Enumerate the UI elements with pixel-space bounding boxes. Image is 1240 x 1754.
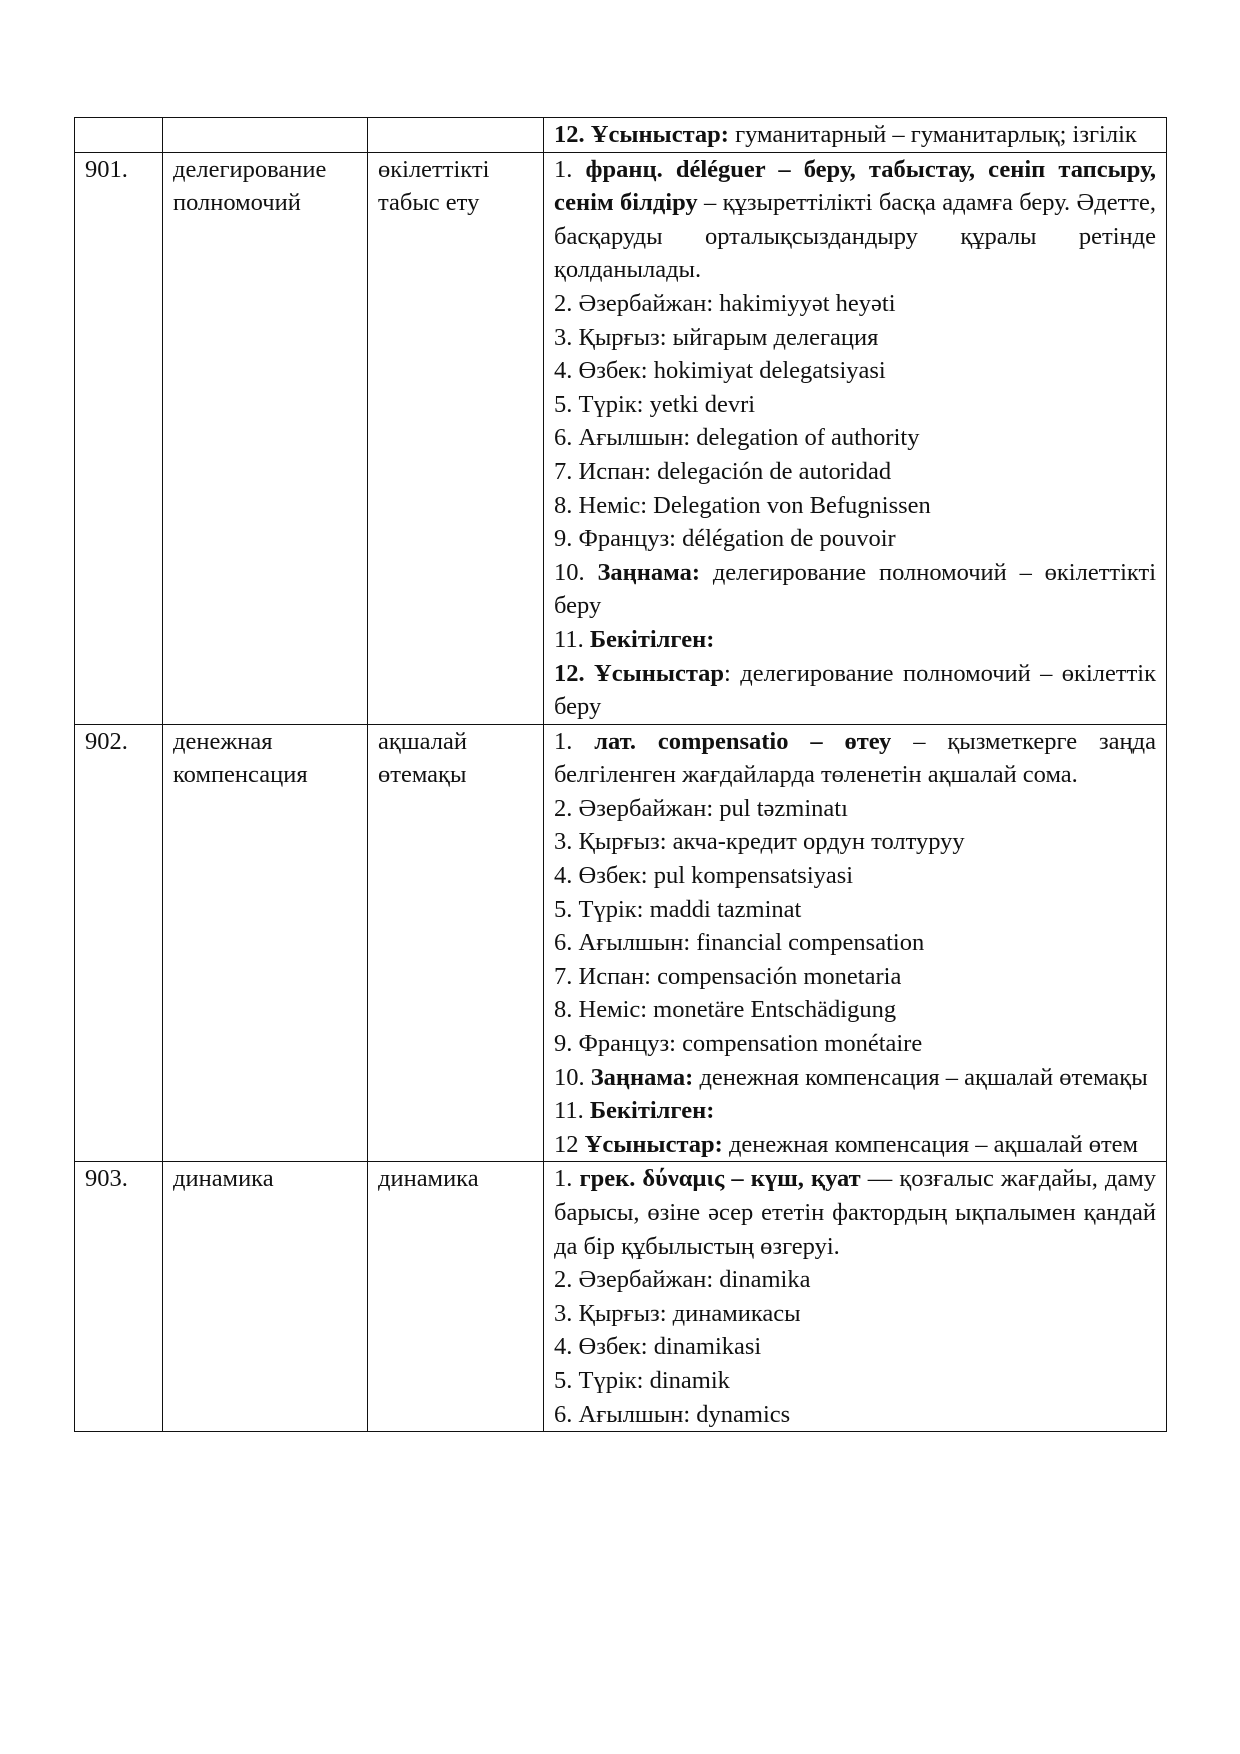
- term-kazakh: өкілеттікті табыс ету: [368, 152, 544, 724]
- definition-text: 12: [554, 1130, 585, 1158]
- definition-bold-text: лат. compensatio – өтеу: [594, 727, 892, 755]
- glossary-table: [74, 117, 1167, 1432]
- definition-line: [554, 1398, 1156, 1432]
- term-kazakh: [368, 118, 544, 153]
- table-row: [75, 118, 1167, 153]
- definition-line: [554, 792, 1156, 826]
- definition-line: [554, 522, 1156, 556]
- definition-text: 10.: [554, 558, 598, 586]
- definition-bold-text: грек. δύναμις – күш, қуат: [579, 1165, 861, 1193]
- definition-line: [554, 1263, 1156, 1297]
- definition-text: 3. Қырғыз: акча-кредит ордун толтуруу: [554, 828, 965, 856]
- definition-bold-text: 12. Ұсыныстар:: [554, 121, 729, 148]
- definition-text: 11.: [554, 625, 590, 653]
- definition-text: денежная компенсация – ақшалай өтем: [722, 1130, 1139, 1158]
- definition-bold-text: 12. Ұсыныстар: [554, 659, 725, 687]
- definition-text: 7. Испан: compensación monetaria: [554, 962, 902, 990]
- definition-line: [554, 1128, 1156, 1162]
- table-row: [75, 152, 1167, 724]
- definition-text: – қызметкерге заңда белгіленген жағдайларда төленетін ақшалай сома.: [554, 727, 1157, 789]
- definition-text: 8. Неміс: monetäre Entschädigung: [554, 996, 897, 1024]
- definition-line: [554, 388, 1156, 422]
- definition-text: 9. Француз: compensation monétaire: [554, 1030, 923, 1058]
- definition-line: [554, 623, 1156, 657]
- definition-text: 8. Неміс: Delegation von Befugnissen: [554, 491, 931, 519]
- definition-text: денежная компенсация – ақшалай өтемақы: [693, 1063, 1148, 1091]
- term-definition: [544, 118, 1167, 153]
- definition-text: 3. Қырғыз: ыйгарым делегация: [554, 323, 879, 351]
- definition-text: 2. Әзербайжан: dinamika: [554, 1266, 811, 1294]
- definition-line: [554, 960, 1156, 994]
- definition-text: 2. Әзербайжан: hakimiyyət heyəti: [554, 289, 896, 317]
- definition-text: 10.: [554, 1063, 591, 1091]
- definition-line: [554, 1364, 1156, 1398]
- definition-text: 4. Өзбек: hokimiyat delegatsiyasi: [554, 357, 886, 385]
- definition-text: 7. Испан: delegación de autoridad: [554, 457, 892, 485]
- definition-bold-text: Заңнама:: [597, 558, 701, 586]
- definition-line: [554, 1094, 1156, 1128]
- definition-line: [554, 1297, 1156, 1331]
- definition-line: [554, 893, 1156, 927]
- term-number: 903.: [75, 1162, 163, 1432]
- definition-text: 6. Ағылшын: dynamics: [554, 1400, 791, 1428]
- table-row: [75, 724, 1167, 1162]
- definition-line: [554, 926, 1156, 960]
- definition-line: [554, 725, 1156, 792]
- definition-text: 5. Түрік: dinamik: [554, 1366, 730, 1394]
- definition-text: 1.: [554, 1165, 580, 1193]
- definition-line: [554, 489, 1156, 523]
- definition-text: 6. Ағылшын: delegation of authority: [554, 424, 920, 452]
- definition-line: [554, 993, 1156, 1027]
- definition-text: — қозғалыс жағдайы, даму барысы, өзіне әсер ететін фактордың ықпалымен қандай да бір құбылыстың өзгеруі.: [554, 1165, 1156, 1260]
- definition-line: [554, 859, 1156, 893]
- definition-text: 9. Француз: délégation de pouvoir: [554, 525, 896, 553]
- definition-line: [554, 421, 1156, 455]
- term-russian: динамика: [163, 1162, 368, 1432]
- definition-text: 6. Ағылшын: financial compensation: [554, 929, 925, 957]
- definition-line: [554, 354, 1156, 388]
- term-russian: делегирование полномочий: [163, 152, 368, 724]
- definition-bold-text: Ұсыныстар:: [584, 1130, 723, 1158]
- definition-line: [554, 1330, 1156, 1364]
- term-russian: [163, 118, 368, 153]
- term-kazakh: ақшалай өтемақы: [368, 724, 544, 1162]
- definition-line: [554, 1162, 1156, 1263]
- definition-text: 2. Әзербайжан: pul təzminatı: [554, 794, 848, 822]
- term-definition: [544, 724, 1167, 1162]
- glossary-body: [75, 118, 1167, 1432]
- definition-line: [554, 1061, 1156, 1095]
- definition-text: – құзыреттілікті басқа адамға беру. Әдетте, басқаруды орталықсыздандыру құралы ретінде қолданылады.: [554, 189, 1156, 284]
- definition-text: 5. Түрік: maddi tazminat: [554, 895, 802, 923]
- definition-bold-text: Бекітілген:: [589, 1097, 715, 1125]
- definition-line: [554, 657, 1156, 724]
- definition-text: 1.: [554, 155, 586, 183]
- term-definition: [544, 152, 1167, 724]
- definition-bold-text: Бекітілген:: [589, 625, 715, 653]
- definition-bold-text: франц. déléguer – беру, табыстау, сеніп тапсыру, сенім білдіру: [554, 155, 1157, 217]
- definition-line: [554, 321, 1156, 355]
- term-definition: [544, 1162, 1167, 1432]
- definition-bold-text: Заңнама:: [590, 1063, 694, 1091]
- term-number: 902.: [75, 724, 163, 1162]
- definition-text: 11.: [554, 1097, 590, 1125]
- definition-line: [554, 153, 1156, 287]
- table-row: [75, 1162, 1167, 1432]
- definition-text: 4. Өзбек: pul kompensatsiyasi: [554, 862, 854, 890]
- definition-text: делегирование полномочий – өкілеттікті беру: [554, 558, 1157, 620]
- definition-line: [554, 825, 1156, 859]
- term-kazakh: динамика: [368, 1162, 544, 1432]
- definition-text: 4. Өзбек: dinamikasi: [554, 1333, 762, 1361]
- definition-line: [554, 287, 1156, 321]
- term-russian: денежная компенсация: [163, 724, 368, 1162]
- definition-text: : делегирование полномочий – өкілеттік беру: [554, 659, 1156, 721]
- definition-text: гуманитарный – гуманитарлық; ізгілік: [728, 121, 1137, 148]
- definition-line: [554, 556, 1156, 623]
- definition-line: [554, 455, 1156, 489]
- definition-text: 5. Түрік: yetki devri: [554, 390, 756, 418]
- definition-line: [554, 1027, 1156, 1061]
- term-number: [75, 118, 163, 153]
- definition-text: 1.: [554, 727, 595, 755]
- definition-text: 3. Қырғыз: динамикасы: [554, 1299, 801, 1327]
- term-number: 901.: [75, 152, 163, 724]
- definition-line: [554, 118, 1156, 152]
